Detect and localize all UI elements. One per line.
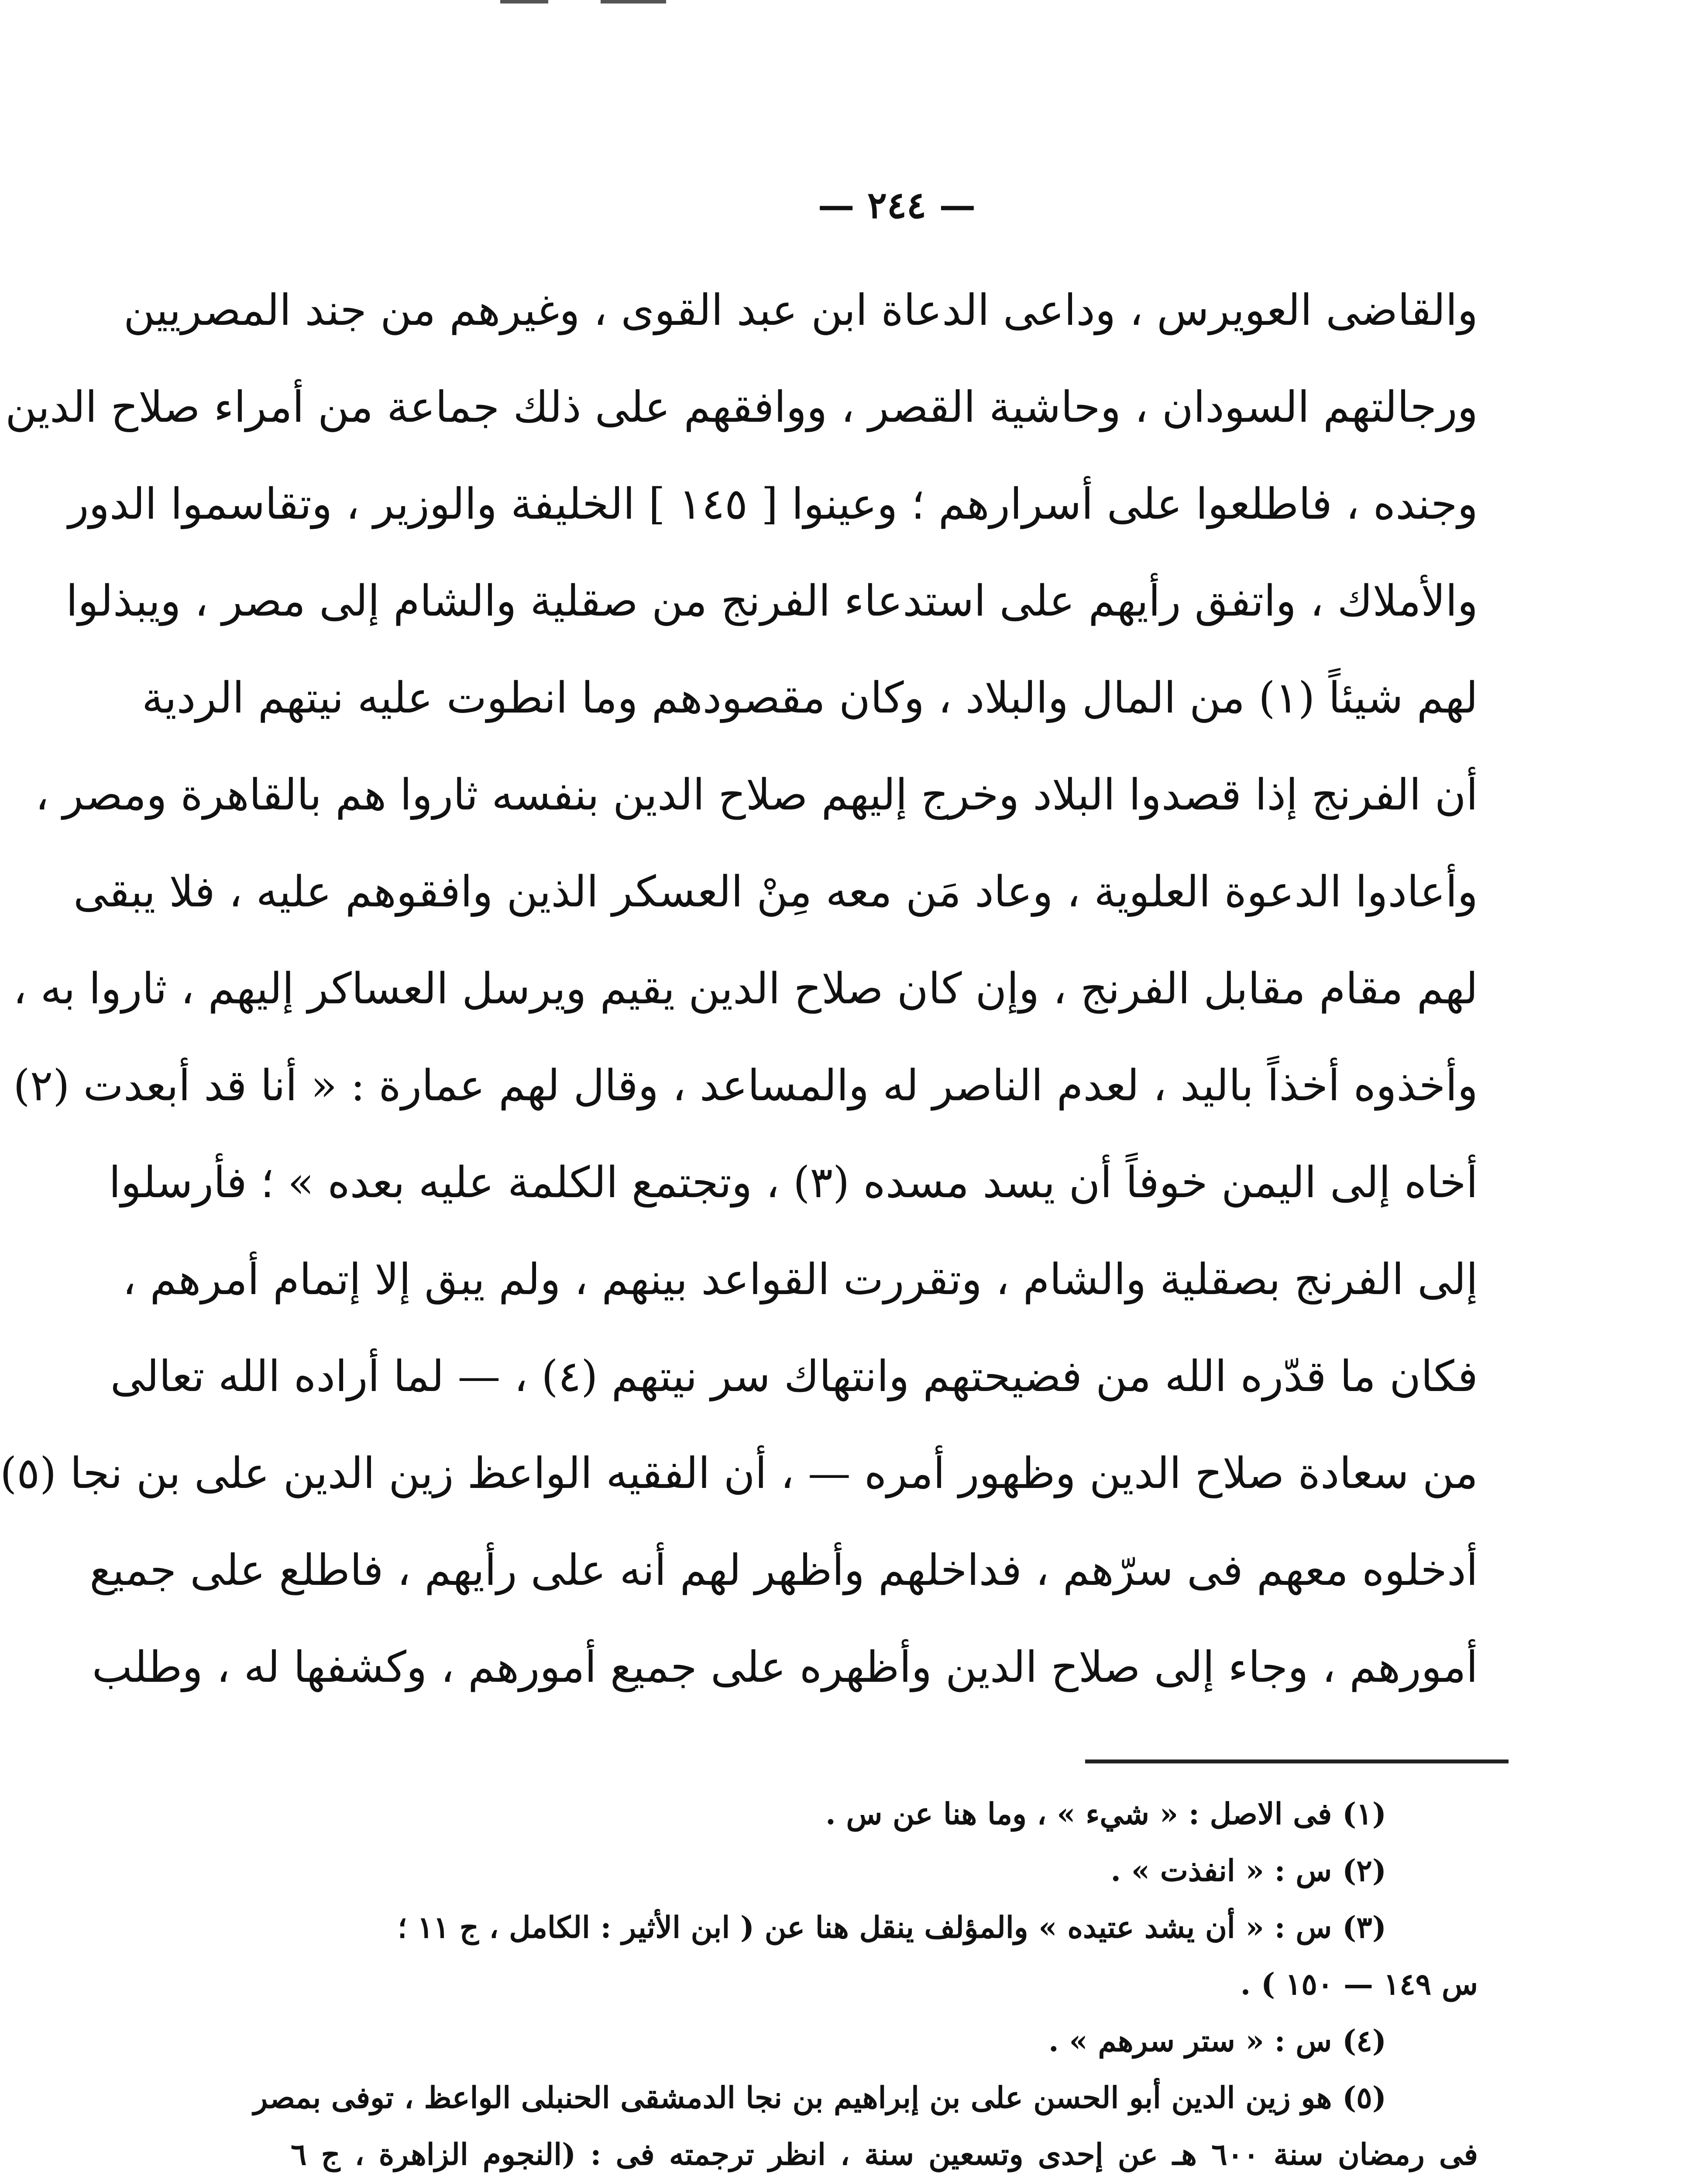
body-line: من سعادة صلاح الدين وظهور أمره — ، أن الفقيه الواعظ زين الدين على بن نجا (٥): [0, 1449, 1478, 1498]
footnotes: [253, 1786, 1478, 2183]
top-edge-mark: [601, 0, 666, 3]
page-number: — ٢٤٤ —: [818, 183, 976, 227]
body-line: أمورهم ، وجاء إلى صلاح الدين وأظهره على جميع أمورهم ، وكشفها له ، وطلب: [92, 1642, 1478, 1692]
body-line: لهم مقام مقابل الفرنج ، وإن كان صلاح الدين يقيم ويرسل العساكر إليهم ، ثاروا به ،: [13, 964, 1478, 1014]
body-line: وجنده ، فاطلعوا على أسرارهم ؛ وعينوا [ ١٤٥ ] الخليفة والوزير ، وتقاسموا الدور: [68, 479, 1478, 529]
body-line: وأعادوا الدعوة العلوية ، وعاد مَن معه مِنْ العسكر الذين وافقوهم عليه ، فلا يبقى: [73, 867, 1478, 917]
footnote-line: (١) فى الاصل : « شيء » ، وما هنا عن س .: [825, 1797, 1386, 1832]
body-line: والأملاك ، واتفق رأيهم على استدعاء الفرنج من صقلية والشام إلى مصر ، ويبذلوا: [66, 576, 1478, 626]
body-line: أخاه إلى اليمن خوفاً أن يسد مسده (٣) ، وتجتمع الكلمة عليه بعده » ؛ فأرسلوا: [109, 1158, 1478, 1208]
body-line: أن الفرنج إذا قصدوا البلاد وخرج إليهم صلاح الدين بنفسه ثاروا هم بالقاهرة ومصر ،: [35, 770, 1478, 820]
body-line: إلى الفرنج بصقلية والشام ، وتقررت القواعد بينهم ، ولم يبق إلا إتمام أمرهم ،: [122, 1255, 1478, 1305]
body-line: وأخذوه أخذاً باليد ، لعدم الناصر له والمساعد ، وقال لهم عمارة : « أنا قد أبعدت (٢): [13, 1061, 1478, 1111]
footnote-line: س ١٤٩ — ١٥٠ ) .: [1240, 1967, 1478, 2002]
footnote-line: (٢) س : « انفذت » .: [1110, 1853, 1386, 1888]
top-edge-mark: [500, 0, 548, 3]
body-line: أدخلوه معهم فى سرّهم ، فداخلهم وأظهر لهم أنه على رأيهم ، فاطلع على جميع: [89, 1546, 1478, 1595]
body-line: والقاضى العويرس ، وداعى الدعاة ابن عبد القوى ، وغيرهم من جند المصريين: [124, 286, 1478, 335]
footnote-line: (٣) س : « أن يشد عتيده » والمؤلف ينقل هنا عن ( ابن الأثير : الكامل ، ج ١١ ؛: [397, 1910, 1386, 1945]
body-text: [0, 262, 1478, 1716]
body-line: لهم شيئاً (١) من المال والبلاد ، وكان مقصودهم وما انطوت عليه نيتهم الردية: [141, 673, 1478, 723]
body-line: ورجالتهم السودان ، وحاشية القصر ، ووافقهم على ذلك جماعة من أمراء صلاح الدين: [5, 382, 1478, 432]
footnote-line: فى رمضان سنة ٦٠٠ هـ عن إحدى وتسعين سنة ، انظر ترجمته فى : (النجوم الزاهرة ، ج ٦: [291, 2137, 1478, 2172]
body-line: فكان ما قدّره الله من فضيحتهم وانتهاك سر نيتهم (٤) ، — لما أراده الله تعالى: [110, 1352, 1478, 1401]
footnote-line: (٥) هو زين الدين أبو الحسن على بن إبراهيم بن نجا الدمشقى الحنبلى الواعظ ، توفى بمصر: [253, 2080, 1386, 2115]
footnote-divider: [1085, 1759, 1509, 1763]
footnote-line: (٤) س : « ستر سرهم » .: [1048, 2024, 1386, 2059]
